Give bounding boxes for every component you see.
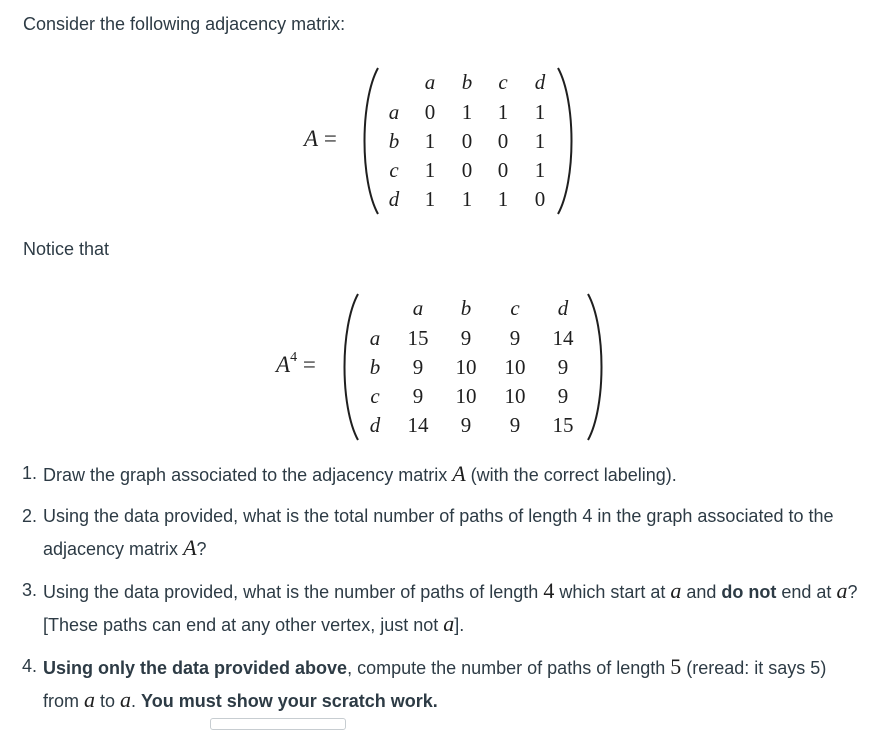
matrix-cell: 1 [424, 158, 436, 182]
matrix-cell: 1 [461, 100, 473, 124]
matrix-col-header: b [460, 296, 472, 320]
matrix-row-header: b [369, 355, 381, 379]
matrix-row-header: a [388, 100, 400, 124]
question-bold-text: Using only the data provided above [43, 658, 348, 678]
question-text: ? [196, 539, 207, 559]
question-list [22, 458, 867, 727]
question-text: and [681, 582, 722, 602]
math-var: a [670, 578, 682, 603]
matrix-a4-var: A [276, 352, 291, 377]
matrix-col-header: d [557, 296, 569, 320]
matrix-cell: 10 [504, 384, 526, 408]
question-number: 3. [22, 580, 38, 600]
math-var: a [84, 687, 96, 712]
question-bold-text: do not [721, 582, 777, 602]
question-number: 1. [22, 463, 38, 483]
question-number: 4. [22, 656, 38, 676]
matrix-col-header: c [498, 70, 508, 94]
matrix-cell: 0 [497, 129, 509, 153]
matrix-col-header: a [412, 296, 424, 320]
matrix-cell: 10 [455, 384, 477, 408]
notice-text: Notice that [23, 239, 110, 259]
matrix-row-header: d [369, 413, 381, 437]
matrix-col-header: d [534, 70, 546, 94]
matrix-a4 [338, 292, 608, 442]
matrix-row-header: c [389, 158, 399, 182]
intro-text: Consider the following adjacency matrix: [23, 14, 346, 34]
matrix-cell: 0 [424, 100, 436, 124]
matrix-cell: 1 [534, 129, 546, 153]
matrix-cell: 9 [412, 384, 424, 408]
question-text: Draw the graph associated to the adjacency matrix [43, 465, 453, 485]
question-text: which start at [554, 582, 671, 602]
question-text: . [131, 691, 142, 711]
question-text: , compute the number of paths of length [347, 658, 671, 678]
matrix-col-header: a [424, 70, 436, 94]
matrix-cell: 0 [534, 187, 546, 211]
matrix-a-label [304, 126, 337, 152]
matrix-row-header: d [388, 187, 400, 211]
math-number: 5 [670, 654, 682, 679]
matrix-a [358, 66, 578, 216]
matrix-a-equals: = [323, 126, 337, 151]
matrix-cell: 9 [509, 326, 521, 350]
matrix-cell: 9 [557, 355, 569, 379]
matrix-cell: 10 [504, 355, 526, 379]
matrix-row-header: a [369, 326, 381, 350]
matrix-row-header: c [370, 384, 380, 408]
right-paren-icon [584, 292, 608, 442]
matrix-cell: 0 [461, 129, 473, 153]
matrix-cell: 9 [412, 355, 424, 379]
math-var: A [452, 461, 466, 486]
matrix-cell: 9 [557, 384, 569, 408]
matrix-cell: 1 [497, 187, 509, 211]
matrix-a4-exponent: 4 [290, 350, 298, 366]
question-item [22, 501, 867, 565]
math-var: a [120, 687, 132, 712]
matrix-col-header: b [461, 70, 473, 94]
matrix-cell: 9 [509, 413, 521, 437]
matrix-cell: 1 [534, 158, 546, 182]
question-number: 2. [22, 506, 38, 526]
matrix-cell: 1 [424, 187, 436, 211]
matrix-cell: 0 [497, 158, 509, 182]
matrix-cell: 1 [534, 100, 546, 124]
matrix-col-header: c [510, 296, 520, 320]
question-text: end at [776, 582, 837, 602]
answer-box-edge[interactable] [210, 718, 346, 730]
question-item [22, 575, 867, 641]
question-text: Using the data provided, what is the total number of paths of length 4 in the graph associated to the adjacency matrix [43, 506, 834, 559]
matrix-a4-equals: = [302, 352, 316, 377]
question-text: Using the data provided, what is the number of paths of length [43, 582, 544, 602]
matrix-row-header: b [388, 129, 400, 153]
matrix-cell: 0 [461, 158, 473, 182]
question-bold-text: You must show your scratch work. [141, 691, 438, 711]
math-number: 4 [543, 578, 555, 603]
matrix-cell: 9 [460, 326, 472, 350]
matrix-cell: 15 [407, 326, 429, 350]
matrix-a-var: A [304, 126, 319, 151]
matrix-a4-label [276, 352, 316, 378]
matrix-cell: 1 [461, 187, 473, 211]
matrix-cell: 1 [424, 129, 436, 153]
question-text: ]. [454, 615, 465, 635]
question-text: ? [These paths can end at any other vertex, just not [43, 582, 858, 635]
question-text: (reread: it says 5) from [43, 658, 827, 711]
math-var: a [836, 578, 848, 603]
matrix-cell: 14 [552, 326, 574, 350]
question-text: (with the correct labeling). [465, 465, 677, 485]
matrix-cell: 15 [552, 413, 574, 437]
question-item [22, 458, 867, 491]
matrix-cell: 9 [460, 413, 472, 437]
math-var: a [443, 611, 455, 636]
matrix-cell: 1 [497, 100, 509, 124]
matrix-cell: 14 [407, 413, 429, 437]
matrix-cell: 10 [455, 355, 477, 379]
question-text: to [95, 691, 121, 711]
question-item [22, 651, 867, 717]
math-var: A [183, 535, 197, 560]
